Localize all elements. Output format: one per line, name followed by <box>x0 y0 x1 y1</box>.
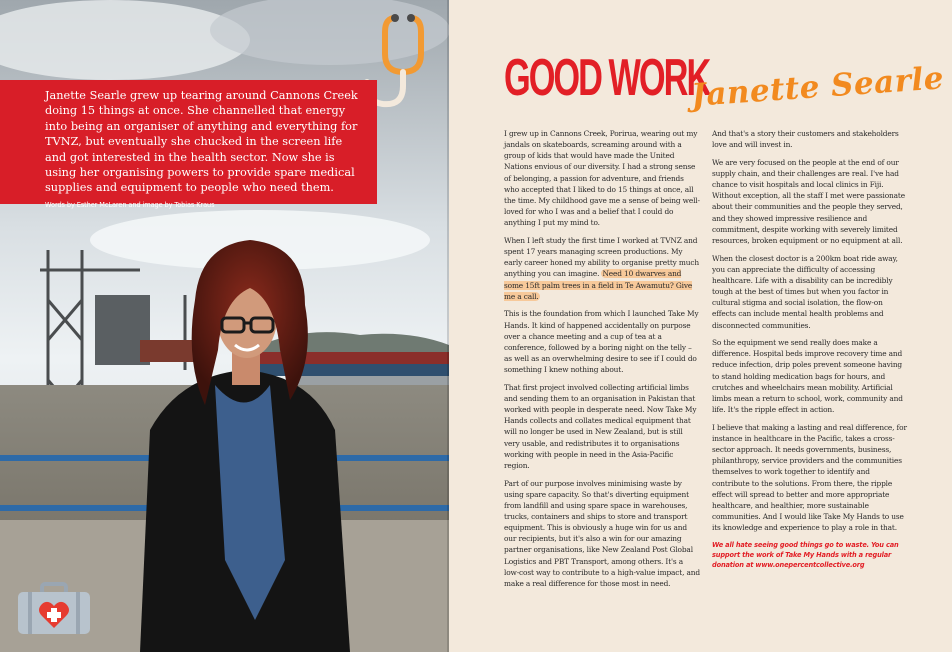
donation-note: We all hate seeing good things go to waste. You can support the work of Take My Hands with a regular donation at www.onepercentcollective.org <box>712 540 899 569</box>
intro-text: Janette Searle grew up tearing around Cannons Creek doing 15 things at once. She channelled that energy into being an organiser of anything and everything for TVNZ, but eventually she chucked in the screen life and got interested in the health sector. Now she is using her organising powers to provide spare medical supplies and equipment to people who need them. <box>45 89 358 195</box>
paragraph: I grew up in Cannons Creek, Porirua, wearing out my jandals on skateboards, screaming around with a group of kids that would have made the United Nations envious of our diversity. I had a strong sense of belonging, a passion for adventure, and friends who accepted that I liked to do 15 things at once, all the time. My childhood gave me a sense of being well-loved for who I was and a belief that I could do anything I put my mind to. <box>504 129 700 228</box>
headline-name: Janette Searle <box>690 60 946 114</box>
paragraph: We are very focused on the people at the end of our supply chain, and their challenges are real. I've had chance to visit hospitals and local clinics in Fiji. Without exception, all the staff I met were passionate about their communities and the people they served, and they showed impressive resilience and commitment, despite working with severely limited resources, broken equipment or no equipment at all. <box>712 157 905 245</box>
paragraph: I believe that making a lasting and real difference, for instance in healthcare in the Pacific, takes a cross-sector approach. It needs governments, business, philanthropy, service providers and the communities themselves to work together to identify and contribute to the solutions. From there, the ripple effect will spread to better and more appropriate healthcare, and healthier, more sustainable communities. And I would like Take My Hands to use its knowledge and experience to play a role in that. <box>712 422 907 533</box>
paragraph: This is the foundation from which I launched Take My Hands. It kind of happened accidentally on purpose over a chance meeting and a cup of tea at a conference, followed by a boring night on the telly – as well as an overwhelming desire to see if I could do something I knew nothing about. <box>504 309 699 375</box>
credit-line: Words by Esther McLaren and image by Tobias Kraus <box>45 200 215 209</box>
paragraph: When the closest doctor is a 200km boat ride away, you can appreciate the difficulty of accessing healthcare. Life with a disability can be incredibly tough at the best of times but when you factor in cultural stigma and social isolation, the flow-on effects can include mental health problems and disconnected communities. <box>712 253 898 330</box>
headline: GOOD WORK <box>504 49 710 107</box>
paragraph: So the equipment we send really does make a difference. Hospital beds improve recovery time and reduce infection, drip poles prevent someone having to stand holding medication bags for hours, and crutches and wheelchairs mean mobility. Artificial limbs mean a return to school, work, community and life. It's the ripple effect in action. <box>712 338 903 415</box>
paragraph: And that's a story their customers and stakeholders love and will invest in. <box>712 129 899 150</box>
intro-box <box>0 80 377 209</box>
article-column-2 <box>712 128 908 576</box>
paragraph: That first project involved collecting artificial limbs and sending them to an organisation in Pakistan that worked with people in desperate need. Now Take My Hands collects and collates medical equipment that will no longer be used in New Zealand, but is still very usable, and redistributes it to organisations working with people in need in the Asia-Pacific region. <box>504 382 697 470</box>
medical-kit-icon <box>16 582 92 636</box>
paragraph: When I left study the first time I worked at TVNZ and spent 17 years managing screen productions. My early career honed my ability to organise pretty much anything you can imagine. Need 10 dwarves and some 15ft palm trees in a field in Te Awamutu? Give me a call. <box>504 235 699 301</box>
article-column-1 <box>504 128 700 596</box>
highlighted-quote: Need 10 dwarves and some 15ft palm trees in a field in Te Awamutu? Give me a call. <box>504 269 693 301</box>
paragraph: Part of our purpose involves minimising waste by using spare capacity. So that's diverting equipment from landfill and using spare space in warehouses, trucks, containers and ships to store and transport equipment. This is obviously a huge win for us and our recipients, but it's also a win for our amazing partner organisations, like New Zealand Post Global Logistics and PBT Transport, among others. It's a low-cost way to contribute to a high-value impact, and make a real difference for those most in need. <box>504 478 700 588</box>
